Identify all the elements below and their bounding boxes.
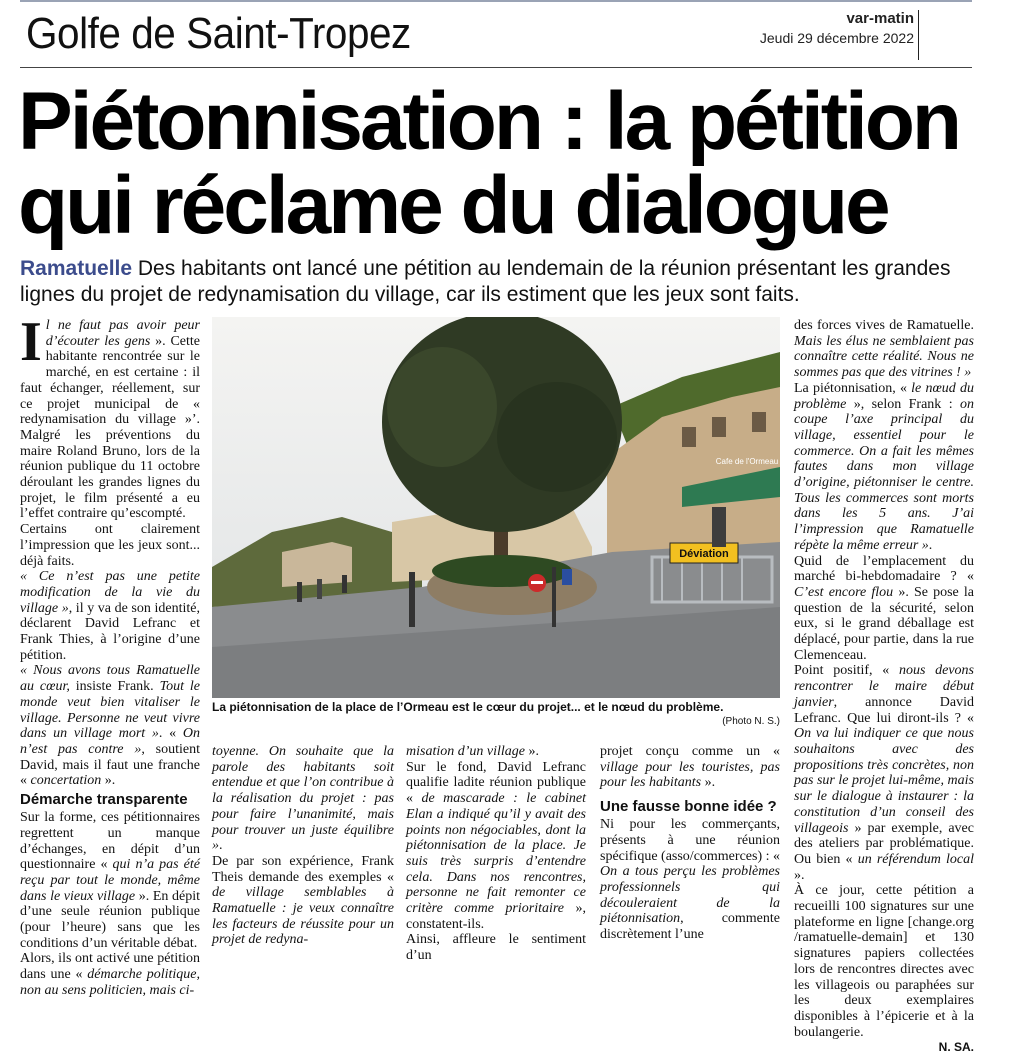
text: . — [928, 537, 933, 553]
paragraph — [794, 554, 974, 664]
photo-caption: La piétonnisation de la place de l’Ormeau est le cœur du projet... et le nœud du problème. — [212, 700, 724, 714]
text: De par son expérience, Frank Theis demande des exemples « — [212, 853, 394, 885]
quote: qui n’a pas été reçu par tout le monde, même dans le vieux village — [20, 857, 200, 904]
headline-line-1: Piétonnisation : la pétition — [18, 76, 959, 167]
article-photo — [212, 317, 780, 698]
text: » par exemple, avec des ateliers par problématique. Ou bien « — [794, 820, 974, 867]
article-headline — [18, 76, 998, 251]
text: , il y va de son identité, déclarent David Lefranc et Frank Thies, à l’origine d’une pétition. — [20, 600, 200, 663]
headline-line-2: qui réclame du dialogue — [18, 160, 888, 251]
publication-date: Jeudi 29 décembre 2022 — [759, 30, 914, 46]
text: . — [219, 838, 223, 854]
text: ». — [701, 775, 716, 791]
section-title: Golfe de Saint-Tropez — [26, 9, 411, 58]
pedestrian — [342, 575, 347, 593]
quote: concertation — [30, 773, 102, 789]
paragraph: À ce jour, cette pétition a recueilli 100 signatures sur une plateforme en ligne [change.org /ramatuelle-demain] et 130 signatures papiers collectées lors de rencontres directes avec les villageois ou paraphées sur les deux exemplaires disponibles à l’épicerie et à la boulangerie. — [794, 883, 974, 1040]
quote: toyenne. On souhaite que la parole des habitants soit entendue et que l’on contribue à la réalisation du projet : pas pour faire l’unanimité, mais pour trouver un juste équilibre » — [212, 744, 394, 854]
lede-place: Ramatuelle — [20, 257, 133, 280]
quote: On n’est pas contre » — [20, 726, 201, 757]
paragraph — [600, 817, 780, 943]
paragraph — [20, 810, 200, 951]
text: ». — [101, 773, 116, 789]
column-5 — [794, 318, 974, 1056]
window — [712, 417, 726, 437]
paragraph — [794, 663, 974, 883]
quote: « Ce n’est pas une petite modification de la vie du village » — [20, 569, 200, 616]
bollard — [409, 572, 415, 627]
text: ». — [794, 867, 805, 883]
quote: nous devons rencontrer le maire début janvier — [794, 663, 974, 710]
paragraph — [212, 744, 394, 854]
pedestrian — [317, 579, 322, 599]
text: , soutient David, mais il faut une franche « — [20, 741, 200, 789]
paragraph — [794, 381, 974, 554]
pedestrian — [712, 507, 726, 547]
text: », selon Frank : — [846, 396, 960, 412]
pedestrian — [297, 582, 302, 602]
quote: de mascarade : le cabinet Elan a indiqué qu’il y avait des points non négociables, dont la piétonnisation de la place. Je suis très surpris d’entendre cela. Dans nos rencontres, personne ne fait remonter ce critère comme prioritaire — [406, 791, 587, 917]
storefront-sign: Cafe de l'Ormeau — [715, 457, 779, 466]
text: , annonce David Lefranc. Que lui diront-ils ? « — [794, 694, 974, 726]
text: , commente discrètement l’une — [600, 911, 780, 943]
column-3 — [406, 744, 586, 964]
quote: On a tous perçu les problèmes professionnels qui découleraient de la piétonnisation — [600, 864, 780, 927]
lede-text: Des habitants ont lancé une pétition au lendemain de la réunion présentant les grandes lignes du projet de redynamisation du village, car ils estiment que les jeux sont faits. — [20, 257, 951, 306]
text: Point positif, « — [794, 663, 899, 679]
quote: de village semblables à Ramatuelle : je veux connaître les facteurs de réussite pour un projet de redyna- — [212, 885, 394, 948]
quote: Mais les élus ne semblaient pas connaître cette réalité. Nous ne sommes pas que des vitrines ! » — [794, 333, 974, 381]
paragraph: Certains ont clairement l’impression que les jeux sont... déjà faits. — [20, 522, 200, 569]
quote: un référendum local — [857, 851, 975, 867]
quote: le nœud du problème — [794, 380, 974, 412]
quote: On va lui indiquer ce que nous souhaitons avec des propositions très concrètes, non pas sur le projet lui-même, mais sur le dialogue à instaurer : la constitution d’un conseil des villageois — [794, 726, 974, 836]
tree-canopy — [387, 347, 497, 467]
window — [682, 427, 696, 447]
window — [752, 412, 766, 432]
quote: C’est encore flou — [794, 584, 894, 600]
column-2 — [212, 744, 394, 948]
text: Alors, ils ont activé une pétition dans une « — [20, 951, 200, 983]
text: ». En dépit d’une seule réunion publique (pour l’heure) sans que les conditions d’un véritable débat. — [20, 888, 200, 951]
subheading: Une fausse bonne idée ? — [600, 798, 777, 816]
sign-post — [552, 567, 556, 627]
text: Ni pour les commerçants, présents à une réunion spécifique (asso/commerces) : « — [600, 817, 780, 864]
header-rule — [20, 67, 972, 68]
road-sign — [562, 569, 572, 585]
top-rule — [20, 0, 972, 2]
paragraph — [20, 663, 200, 789]
paragraph — [794, 318, 974, 381]
text: », constatent-ils. — [406, 901, 586, 932]
text: ». Se pose la question de la sécurité, selon eux, si le grand déballage est déplacé, pour partie, dans la rue Clemenceau. — [794, 584, 975, 663]
text: Sur la forme, ces pétitionnaires regrettent un manque d’échanges, en dépit d’un questionnaire « — [20, 810, 200, 873]
text: ». Cette habitante rencontrée sur le marché, en est certaine : il faut échanger, réellement, sur ce projet municipal de « redynamisation du village »’. Malgré les préventions du maire Roland Bruno, lors de la réunion publique du 11 octobre déroulant les grandes lignes du projet, le film présenté a eu l’effet contraire qu’escompté. — [20, 333, 201, 522]
quote: village pour les touristes, pas pour les habitants — [600, 759, 780, 791]
text: des forces vives de Ramatuelle. — [794, 318, 974, 333]
detour-sign-text: Déviation — [679, 548, 729, 560]
text: . « — [158, 726, 183, 742]
paragraph — [406, 760, 586, 933]
text: Sur le fond, David Lefranc qualifie ladite réunion publique « — [406, 759, 586, 807]
quote: on coupe l’axe principal du village, essentiel pour le commerce. On a fait les mêmes fautes dans mon village d’origine, piétonniser le centre. Tous les commerces sont morts dans les 5 ans. J’ai l’impression que Ramatuelle répète la même erreur » — [794, 396, 974, 553]
photo-credit: (Photo N. S.) — [722, 716, 780, 727]
quote: « Nous avons tous Ramatuelle au cœur, — [20, 663, 200, 695]
quote: démarche politique, non au sens politicien, mais ci- — [20, 967, 200, 998]
no-entry-bar — [531, 581, 543, 584]
subheading: Démarche transparente — [20, 791, 188, 809]
text: La piétonnisation, « — [794, 380, 912, 396]
article-lede — [20, 256, 980, 308]
paragraph — [600, 744, 780, 791]
newspaper-brand: var-matin — [846, 10, 914, 27]
quote: Tout le monde veut bien vitaliser le village. Personne ne veut vivre dans un village mort » — [20, 679, 200, 742]
column-4 — [600, 744, 780, 943]
paragraph — [20, 569, 200, 663]
author-signature: N. SA. — [938, 1040, 974, 1055]
paragraph — [20, 951, 200, 998]
quote: misation d’un village — [406, 744, 525, 759]
paragraph — [212, 854, 394, 948]
tree-canopy — [497, 382, 617, 492]
drop-cap: I — [20, 311, 42, 373]
text: ». — [525, 744, 539, 759]
paragraph — [20, 311, 201, 522]
text: projet conçu comme un « — [600, 744, 780, 759]
hedge — [432, 555, 572, 587]
quote: l ne faut pas avoir peur d’écouter les gens — [45, 318, 200, 349]
header-divider — [918, 10, 919, 60]
paragraph: Ainsi, affleure le sentiment d’un — [406, 932, 586, 964]
paragraph — [406, 744, 586, 760]
column-1 — [20, 311, 201, 999]
text: Quid de l’emplacement du marché bi-hebdomadaire ? « — [794, 553, 974, 585]
text: insiste Frank. — [69, 679, 160, 695]
